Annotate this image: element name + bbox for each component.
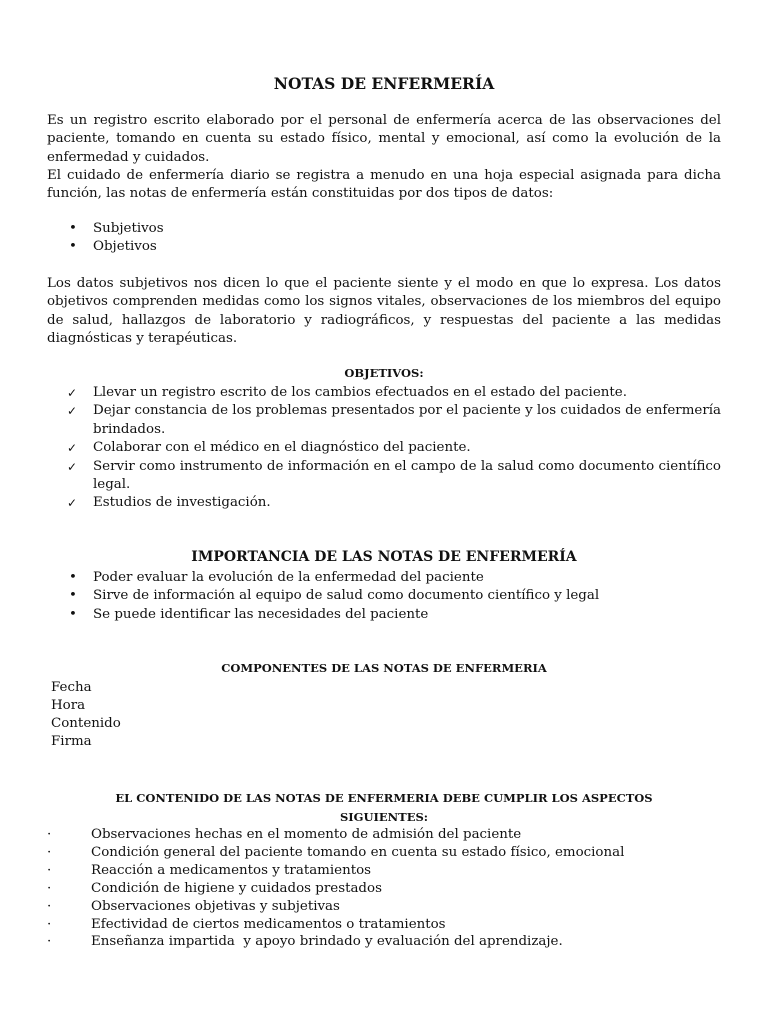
- middle-dot-icon: ·: [47, 898, 52, 914]
- list-item-text: Efectividad de ciertos medicamentos o tratamientos: [91, 916, 446, 932]
- middle-dot-icon: ·: [47, 844, 52, 860]
- bullet-dot-icon: •: [69, 588, 77, 604]
- list-item: [47, 384, 721, 402]
- importance-list: [47, 569, 721, 624]
- objectives-heading: OBJETIVOS:: [344, 366, 424, 380]
- list-item: [47, 933, 721, 951]
- list-item: [47, 220, 721, 238]
- list-item-text: Enseñanza impartida y apoyo brindado y evaluación del aprendizaje.: [91, 934, 563, 950]
- middle-dot-icon: ·: [47, 916, 52, 932]
- list-item-text: Se puede identificar las necesidades del paciente: [93, 606, 429, 622]
- list-item: [47, 439, 721, 457]
- middle-dot-icon: ·: [47, 880, 52, 896]
- list-item-text: Colaborar con el médico en el diagnóstico del paciente.: [93, 440, 471, 456]
- list-item-text: Objetivos: [93, 239, 157, 255]
- list-item-text: Poder evaluar la evolución de la enfermedad del paciente: [93, 570, 484, 585]
- middle-dot-icon: ·: [47, 862, 52, 878]
- list-item: Hora: [51, 698, 86, 713]
- content-aspects-list: [47, 826, 721, 951]
- list-item: [47, 898, 721, 916]
- list-item-text: Reacción a medicamentos y tratamientos: [91, 862, 372, 878]
- components-heading: COMPONENTES DE LAS NOTAS DE ENFERMERIA: [221, 661, 547, 675]
- list-item: [47, 238, 721, 256]
- list-item: [47, 402, 721, 439]
- data-types-list: [47, 220, 721, 257]
- list-item: [47, 458, 721, 495]
- middle-dot-icon: ·: [47, 934, 52, 950]
- intro-paragraph-1: Es un registro escrito elaborado por el personal de enfermería acerca de las observaciones del paciente, tomando en cuenta su estado físico, mental y emocional, así como la evolución de la enfermedad y cuidados.: [47, 113, 721, 165]
- list-item-text: Sirve de información al equipo de salud como documento científico y legal: [93, 588, 600, 604]
- document-title: NOTAS DE ENFERMERÍA: [273, 74, 495, 93]
- list-item-text: Observaciones hechas en el momento de admisión del paciente: [91, 827, 522, 842]
- list-item: [47, 826, 721, 844]
- list-item: Fecha: [51, 680, 92, 695]
- list-item-text: Estudios de investigación.: [93, 495, 271, 511]
- list-item: [47, 569, 721, 587]
- check-mark-icon: ✓: [67, 496, 78, 511]
- list-item: [47, 844, 721, 862]
- importance-heading: IMPORTANCIA DE LAS NOTAS DE ENFERMERÍA: [191, 549, 577, 565]
- list-item-text: Dejar constancia de los problemas presentados por el paciente y los cuidados de enfermería brindados.: [93, 403, 721, 437]
- list-item: [47, 880, 721, 898]
- content-aspects-heading-line1: EL CONTENIDO DE LAS NOTAS DE ENFERMERIA DEBE CUMPLIR LOS ASPECTOS: [115, 791, 653, 805]
- list-item: [47, 862, 721, 880]
- list-item-text: Llevar un registro escrito de los cambios efectuados en el estado del paciente.: [93, 385, 627, 400]
- list-item: [47, 587, 721, 605]
- list-item-text: Subjetivos: [93, 221, 164, 236]
- list-item-text: Servir como instrumento de información en el campo de la salud como documento científico legal.: [93, 458, 721, 493]
- list-item-text: Condición general del paciente tomando en cuenta su estado físico, emocional: [91, 844, 625, 860]
- list-item: [47, 606, 721, 624]
- middle-dot-icon: ·: [47, 827, 52, 842]
- bullet-dot-icon: •: [69, 239, 77, 255]
- objectives-list: [47, 384, 721, 513]
- check-mark-icon: ✓: [67, 386, 78, 400]
- list-item-text: Condición de higiene y cuidados prestados: [91, 880, 382, 896]
- bullet-dot-icon: •: [69, 570, 77, 585]
- list-item: Firma: [51, 734, 92, 749]
- list-item: [47, 916, 721, 934]
- bullet-dot-icon: •: [69, 221, 77, 236]
- list-item-text: Observaciones objetivas y subjetivas: [91, 898, 340, 914]
- check-mark-icon: ✓: [67, 441, 78, 456]
- data-description-paragraph: Los datos subjetivos nos dicen lo que el paciente siente y el modo en que lo expresa. Los datos objetivos comprenden medidas como los signos vitales, observaciones de los miembros del equipo de salud, hallazgos de laboratorio y radiográficos, y respuestas del paciente a las medidas diagnósticas y terapéuticas.: [47, 276, 721, 347]
- components-list: [51, 679, 121, 751]
- check-mark-icon: ✓: [67, 404, 78, 419]
- check-mark-icon: ✓: [67, 459, 78, 474]
- list-item: [47, 494, 721, 512]
- bullet-dot-icon: •: [69, 606, 77, 622]
- list-item: Contenido: [51, 716, 121, 731]
- content-aspects-heading-line2: SIGUIENTES:: [339, 810, 429, 824]
- intro-paragraph-2: El cuidado de enfermería diario se registra a menudo en una hoja especial asignada para dicha función, las notas de enfermería están constituidas por dos tipos de datos:: [47, 168, 721, 202]
